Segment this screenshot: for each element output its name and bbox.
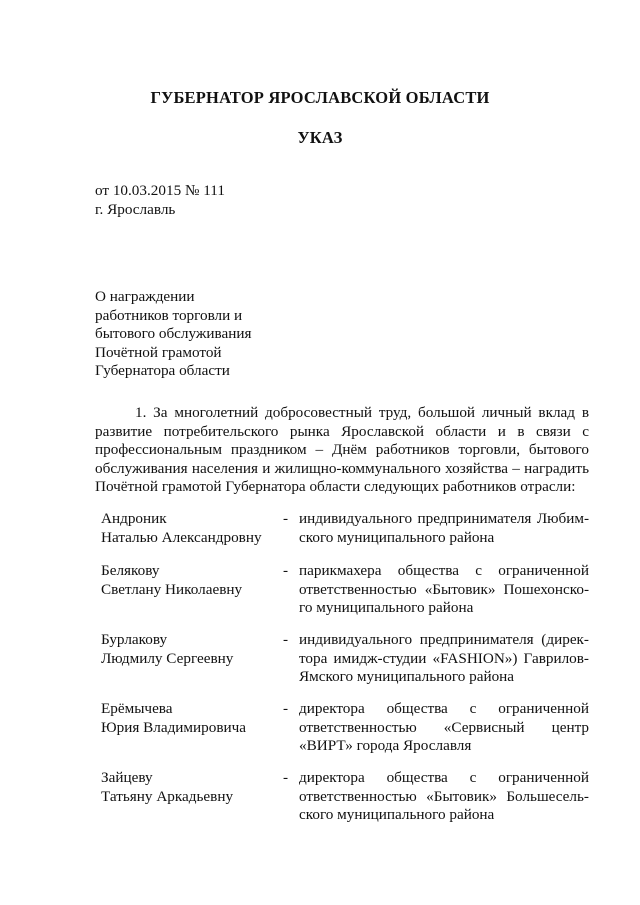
awardee-surname: Ерёмычева bbox=[101, 700, 173, 717]
awardee-name bbox=[101, 631, 281, 668]
subject-line: О награждении bbox=[95, 288, 195, 305]
awardee-name bbox=[101, 510, 281, 547]
position-line: директора общества с ограниченной bbox=[299, 769, 589, 786]
awardee-name bbox=[101, 769, 281, 806]
position-line: ответственностью «Сервисный центр bbox=[299, 718, 589, 736]
awardee-given-names: Юрия Владимировича bbox=[101, 718, 247, 736]
position-line: ского муниципального района bbox=[299, 528, 495, 546]
position-line: ответственностью «Бытовик» Пошехонско- bbox=[299, 580, 589, 598]
subject-line: Губернатора области bbox=[95, 362, 230, 379]
subject-line: работников торговли и bbox=[95, 306, 243, 324]
awardee-position bbox=[299, 562, 589, 618]
awardee-dash: - bbox=[283, 700, 289, 717]
awardee-given-names: Татьяну Аркадьевну bbox=[101, 787, 234, 805]
position-line: ского муниципального района bbox=[299, 806, 495, 823]
position-line: индивидуального предпринимателя Любим- bbox=[299, 510, 589, 527]
document-type: УКАЗ bbox=[297, 128, 343, 147]
awardee-surname: Андроник bbox=[101, 510, 167, 527]
awardee-dash: - bbox=[283, 769, 289, 786]
position-line: директора общества с ограниченной bbox=[299, 700, 589, 717]
awardee-position bbox=[299, 631, 589, 687]
subject-line: Почётной грамотой bbox=[95, 343, 222, 361]
awardee-name bbox=[101, 562, 281, 599]
document-meta bbox=[95, 182, 225, 219]
awardee-given-names: Светлану Николаевну bbox=[101, 580, 243, 598]
awardee-dash: - bbox=[283, 562, 289, 579]
awardee-given-names: Наталью Александровну bbox=[101, 528, 262, 546]
awardee-surname: Белякову bbox=[101, 562, 160, 579]
position-line: ответственностью «Бытовик» Большесель- bbox=[299, 787, 589, 805]
awardee-position bbox=[299, 700, 589, 756]
subject-line: бытового обслуживания bbox=[95, 325, 252, 342]
awardee-surname: Бурлакову bbox=[101, 631, 168, 648]
intro-paragraph: 1. За многолетний добросовестный труд, большой личный вклад в развитие потребительского рынка Ярославской области и в связи с профессиональным праздником – Днём работников торговли, бытового обслуживания населения и жилищно-коммунального хозяйства – наградить Почётной грамотой Губернатора области следующих работников отрасли: bbox=[95, 404, 589, 495]
document-subject bbox=[95, 288, 251, 381]
position-line: тора имидж-студии «FASHION») Гаврилов- bbox=[299, 649, 589, 667]
awardee-dash: - bbox=[283, 631, 289, 648]
position-line: Ямского муниципального района bbox=[299, 668, 515, 685]
awardee-position bbox=[299, 769, 589, 825]
place: г. Ярославль bbox=[95, 200, 176, 218]
position-line: го муниципального района bbox=[299, 599, 474, 616]
position-line: парикмахера общества с ограниченной bbox=[299, 562, 589, 579]
awardee-position bbox=[299, 510, 589, 547]
position-line: индивидуального предпринимателя (дирек- bbox=[299, 631, 589, 648]
position-line: «ВИРТ» города Ярославля bbox=[299, 737, 472, 754]
date-number: от 10.03.2015 № 111 bbox=[95, 182, 225, 199]
awardee-name bbox=[101, 700, 281, 737]
awardee-surname: Зайцеву bbox=[101, 769, 153, 786]
awardee-given-names: Людмилу Сергеевну bbox=[101, 649, 234, 667]
awardee-dash: - bbox=[283, 510, 289, 527]
issuing-authority: ГУБЕРНАТОР ЯРОСЛАВСКОЙ ОБЛАСТИ bbox=[150, 88, 490, 107]
